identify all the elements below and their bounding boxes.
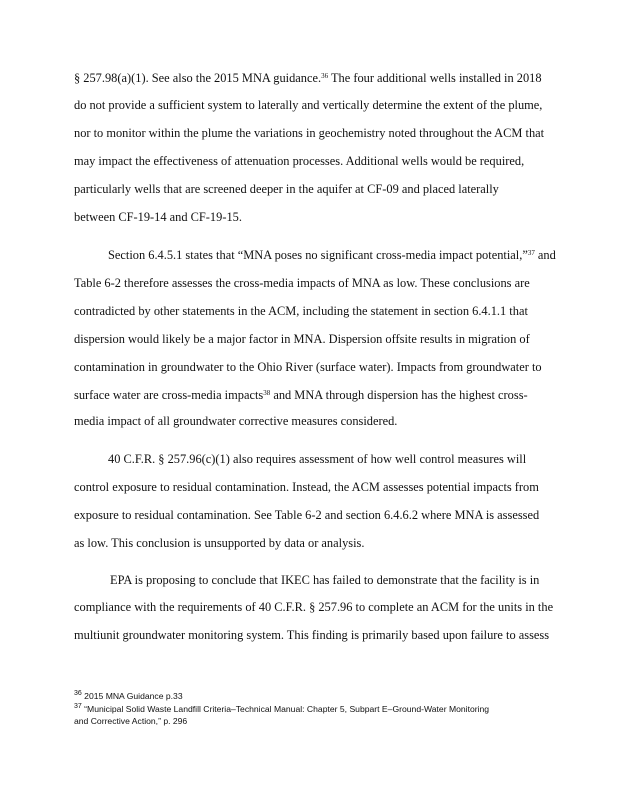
paragraph-4-line-1: EPA is proposing to conclude that IKEC has failed to demonstrate that the facility is in	[110, 573, 540, 587]
paragraph-1-line-5: particularly wells that are screened deeper in the aquifer at CF-09 and placed laterally	[74, 182, 499, 196]
footnote-ref-37: 37	[527, 249, 535, 257]
paragraph-1-line-3: nor to monitor within the plume the variations in geochemistry noted throughout the ACM that	[74, 126, 545, 140]
paragraph-2-line-5: contamination in groundwater to the Ohio River (surface water). Impacts from groundwater to	[74, 360, 542, 374]
paragraph-1-line-1: § 257.98(a)(1). See also the 2015 MNA guidance.$^{36}$ The four additional wells installed in 2018	[74, 71, 542, 85]
paragraph-4-line-3: multiunit groundwater monitoring system. This finding is primarily based upon failure to assess	[74, 628, 550, 642]
paragraph-1-line-4: may impact the effectiveness of attenuation processes. Additional wells would be required,	[74, 154, 525, 168]
paragraph-3-line-4: as low. This conclusion is unsupported by data or analysis.	[74, 536, 365, 550]
paragraph-3-line-1: 40 C.F.R. § 257.96(c)(1) also requires assessment of how well control measures will	[108, 452, 527, 466]
paragraph-2-line-1: Section 6.4.5.1 states that “MNA poses no significant cross-media impact potential,”$^{37}$ and	[108, 248, 556, 262]
paragraph-2-line-6: surface water are cross-media impacts$^{38}$ and MNA through dispersion has the highest cross-	[74, 388, 528, 402]
footnote-36: $^{36}$ 2015 MNA Guidance p.33	[74, 690, 183, 701]
paragraph-2-line-7: media impact of all groundwater corrective measures considered.	[74, 414, 398, 428]
paragraph-4-line-2: compliance with the requirements of 40 C.F.R. § 257.96 to complete an ACM for the units in the	[74, 600, 554, 614]
footnote-ref-38: 38	[263, 389, 271, 397]
paragraph-3-line-2: control exposure to residual contamination. Instead, the ACM assesses potential impacts from	[74, 480, 539, 494]
paragraph-2-line-2: Table 6-2 therefore assesses the cross-media impacts of MNA as low. These conclusions are	[74, 276, 530, 290]
footnote-37: $^{37}$ “Municipal Solid Waste Landfill Criteria–Technical Manual: Chapter 5, Subpart E–Ground-Water Monitoring	[74, 703, 490, 714]
footnote-ref-36: 36	[321, 72, 329, 80]
paragraph-2-line-4: dispersion would likely be a major factor in MNA. Dispersion offsite results in migration of	[74, 332, 530, 346]
paragraph-3-line-3: exposure to residual contamination. See Table 6-2 and section 6.4.6.2 where MNA is assessed	[74, 508, 540, 522]
paragraph-1-line-2: do not provide a sufficient system to laterally and vertically determine the extent of the plume,	[74, 98, 543, 112]
paragraph-2-line-3: contradicted by other statements in the ACM, including the statement in section 6.4.1.1 that	[74, 304, 528, 318]
paragraph-1-line-6: between CF-19-14 and CF-19-15.	[74, 210, 242, 224]
footnote-37-continuation: and Corrective Action,” p. 296	[74, 716, 188, 726]
